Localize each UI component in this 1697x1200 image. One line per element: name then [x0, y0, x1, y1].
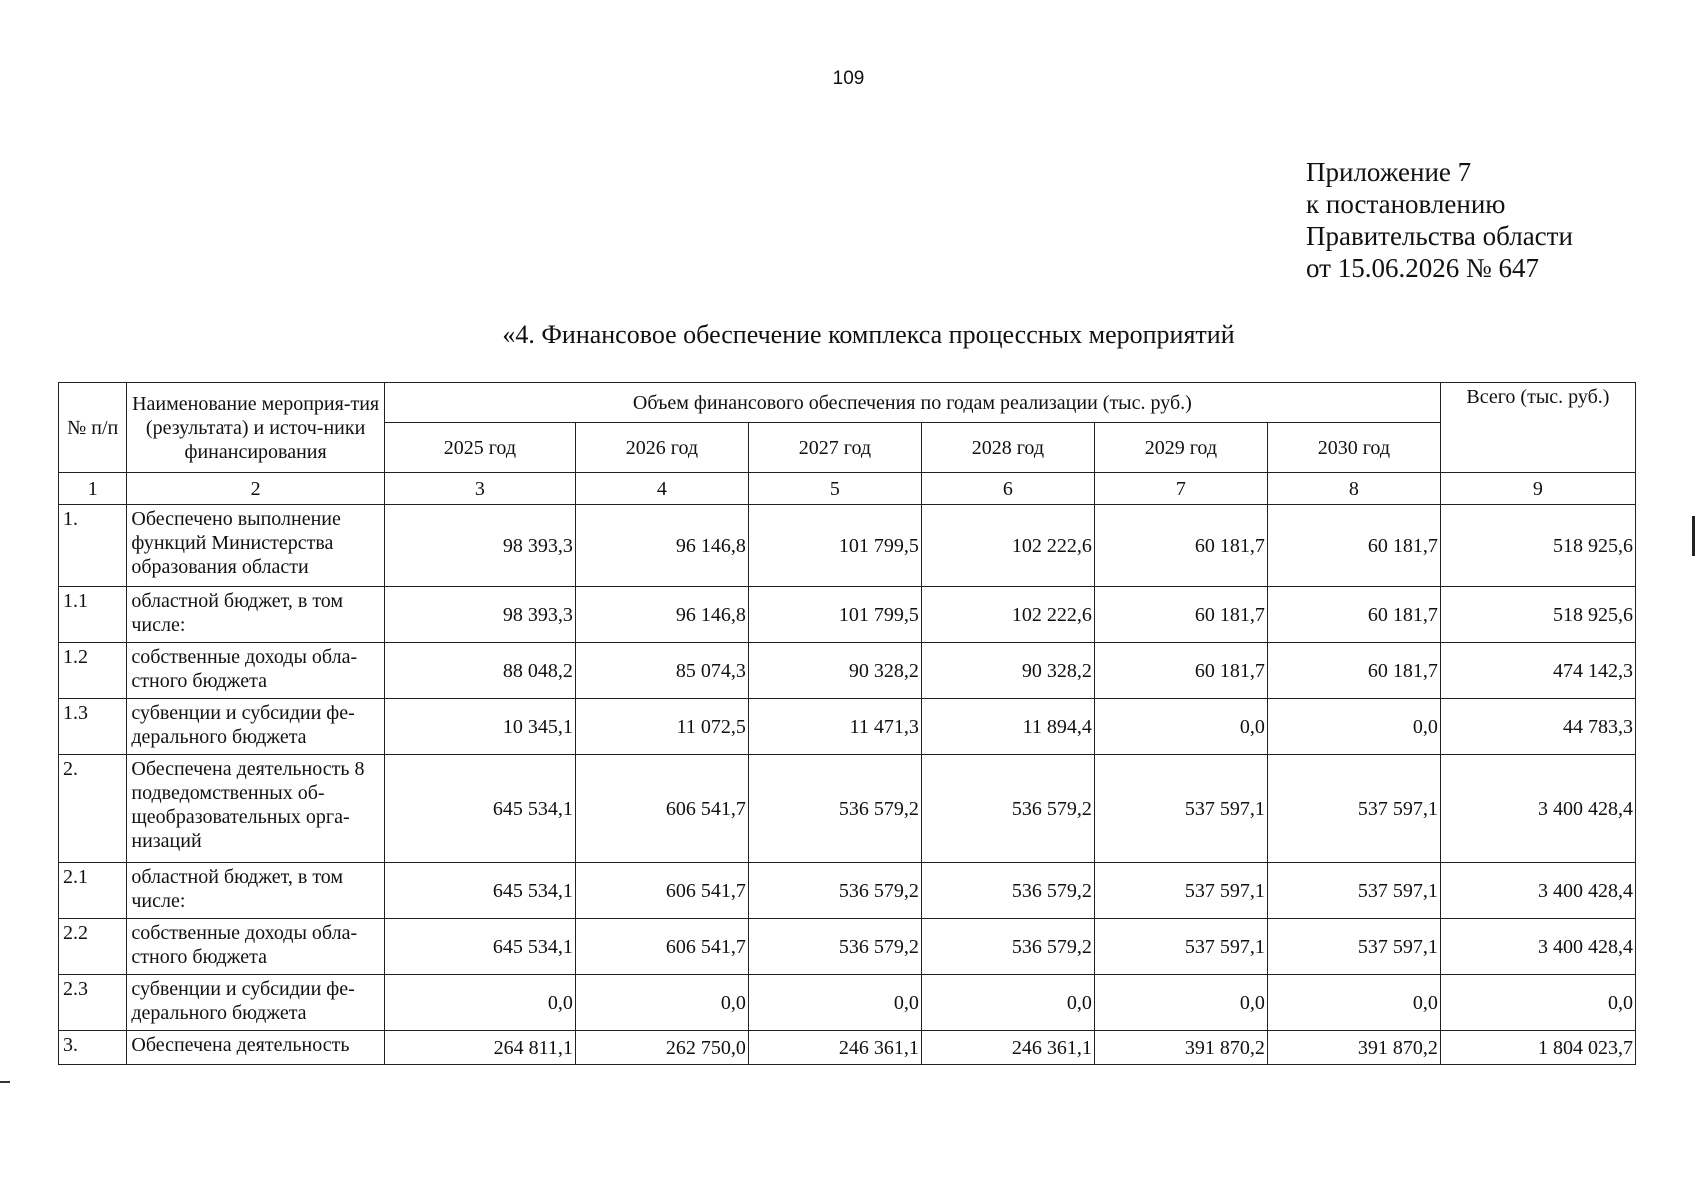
- row-year-value: 246 361,1: [921, 1031, 1094, 1065]
- row-year-value: 101 799,5: [748, 505, 921, 587]
- appendix-line: Правительства области: [1306, 221, 1573, 251]
- row-year-value: 0,0: [921, 975, 1094, 1031]
- row-year-value: 85 074,3: [575, 643, 748, 699]
- appendix-block: [1306, 156, 1573, 284]
- row-year-value: 60 181,7: [1094, 505, 1267, 587]
- table-row: [59, 587, 1636, 643]
- header-volume: Объем финансового обеспечения по годам реализации (тыс. руб.): [384, 383, 1440, 423]
- row-year-value: 98 393,3: [384, 587, 575, 643]
- row-year-value: 536 579,2: [748, 755, 921, 863]
- row-year-value: 60 181,7: [1267, 643, 1440, 699]
- row-year-value: 536 579,2: [921, 919, 1094, 975]
- header-year: 2027 год: [748, 423, 921, 473]
- row-total-value: 3 400 428,4: [1440, 755, 1635, 863]
- header-year: 2026 год: [575, 423, 748, 473]
- row-total-value: 518 925,6: [1440, 587, 1635, 643]
- appendix-line: к постановлению: [1306, 189, 1506, 219]
- row-total-value: 44 783,3: [1440, 699, 1635, 755]
- financing-table: [58, 382, 1636, 1065]
- row-number: 3.: [59, 1031, 127, 1065]
- header-year: 2030 год: [1267, 423, 1440, 473]
- table-row: [59, 975, 1636, 1031]
- header-total: Всего (тыс. руб.): [1440, 383, 1635, 473]
- table-row: [59, 919, 1636, 975]
- row-number: 2.3: [59, 975, 127, 1031]
- row-year-value: 98 393,3: [384, 505, 575, 587]
- row-total-value: 3 400 428,4: [1440, 863, 1635, 919]
- column-number: 1: [59, 473, 127, 505]
- column-number: 7: [1094, 473, 1267, 505]
- row-year-value: 0,0: [384, 975, 575, 1031]
- row-year-value: 264 811,1: [384, 1031, 575, 1065]
- table-row: [59, 643, 1636, 699]
- row-year-value: 101 799,5: [748, 587, 921, 643]
- row-year-value: 391 870,2: [1094, 1031, 1267, 1065]
- row-year-value: 246 361,1: [748, 1031, 921, 1065]
- row-year-value: 90 328,2: [748, 643, 921, 699]
- row-number: 1.2: [59, 643, 127, 699]
- row-total-value: 474 142,3: [1440, 643, 1635, 699]
- column-number: 2: [127, 473, 384, 505]
- column-number-row: [59, 473, 1636, 505]
- column-number: 8: [1267, 473, 1440, 505]
- row-name: субвенции и субсидии фе-дерального бюджета: [127, 975, 384, 1031]
- row-year-value: 262 750,0: [575, 1031, 748, 1065]
- row-year-value: 0,0: [748, 975, 921, 1031]
- row-number: 1.3: [59, 699, 127, 755]
- row-year-value: 0,0: [1094, 699, 1267, 755]
- row-year-value: 11 072,5: [575, 699, 748, 755]
- row-year-value: 60 181,7: [1267, 587, 1440, 643]
- row-name: Обеспечена деятельность 8 подведомственных об-щеобразовательных орга-низаций: [127, 755, 384, 863]
- column-number: 6: [921, 473, 1094, 505]
- appendix-line: Приложение 7: [1306, 157, 1472, 187]
- row-year-value: 537 597,1: [1267, 919, 1440, 975]
- header-year: 2025 год: [384, 423, 575, 473]
- row-year-value: 10 345,1: [384, 699, 575, 755]
- table-row: [59, 505, 1636, 587]
- row-year-value: 537 597,1: [1094, 919, 1267, 975]
- table-row: [59, 699, 1636, 755]
- row-name: собственные доходы обла-стного бюджета: [127, 919, 384, 975]
- header-year: 2029 год: [1094, 423, 1267, 473]
- row-year-value: 96 146,8: [575, 587, 748, 643]
- row-year-value: 606 541,7: [575, 755, 748, 863]
- row-year-value: 536 579,2: [748, 863, 921, 919]
- row-year-value: 645 534,1: [384, 755, 575, 863]
- table-body: [59, 473, 1636, 1065]
- header-name: Наименование мероприя-тия (результата) и источ-ники финансирования: [127, 383, 384, 473]
- row-name: Обеспечена деятельность: [127, 1031, 384, 1065]
- page-number: 109: [832, 68, 865, 89]
- column-number: 3: [384, 473, 575, 505]
- appendix-line: от 15.06.2026 № 647: [1306, 253, 1539, 283]
- row-year-value: 645 534,1: [384, 863, 575, 919]
- row-name: субвенции и субсидии фе-дерального бюджета: [127, 699, 384, 755]
- row-year-value: 537 597,1: [1267, 863, 1440, 919]
- row-year-value: 536 579,2: [921, 863, 1094, 919]
- column-number: 5: [748, 473, 921, 505]
- row-year-value: 536 579,2: [748, 919, 921, 975]
- header-year: 2028 год: [921, 423, 1094, 473]
- row-number: 1.1: [59, 587, 127, 643]
- row-total-value: 1 804 023,7: [1440, 1031, 1635, 1065]
- row-number: 2.2: [59, 919, 127, 975]
- row-year-value: 11 894,4: [921, 699, 1094, 755]
- row-year-value: 60 181,7: [1094, 587, 1267, 643]
- row-year-value: 537 597,1: [1267, 755, 1440, 863]
- row-year-value: 606 541,7: [575, 863, 748, 919]
- row-number: 2.: [59, 755, 127, 863]
- scan-edge-mark: [1692, 516, 1695, 556]
- row-number: 1.: [59, 505, 127, 587]
- row-name: областной бюджет, в том числе:: [127, 863, 384, 919]
- row-year-value: 60 181,7: [1267, 505, 1440, 587]
- document-title: «4. Финансовое обеспечение комплекса процессных мероприятий: [502, 320, 1235, 349]
- row-name: собственные доходы обла-стного бюджета: [127, 643, 384, 699]
- table-row: [59, 863, 1636, 919]
- column-number: 9: [1440, 473, 1635, 505]
- row-year-value: 11 471,3: [748, 699, 921, 755]
- row-year-value: 90 328,2: [921, 643, 1094, 699]
- row-year-value: 0,0: [1267, 699, 1440, 755]
- row-number: 2.1: [59, 863, 127, 919]
- row-total-value: 3 400 428,4: [1440, 919, 1635, 975]
- row-year-value: 0,0: [1094, 975, 1267, 1031]
- row-year-value: 537 597,1: [1094, 755, 1267, 863]
- row-year-value: 102 222,6: [921, 587, 1094, 643]
- row-year-value: 60 181,7: [1094, 643, 1267, 699]
- header-number: № п/п: [59, 383, 127, 473]
- row-year-value: 96 146,8: [575, 505, 748, 587]
- row-year-value: 88 048,2: [384, 643, 575, 699]
- row-year-value: 102 222,6: [921, 505, 1094, 587]
- row-year-value: 606 541,7: [575, 919, 748, 975]
- row-year-value: 537 597,1: [1094, 863, 1267, 919]
- row-total-value: 0,0: [1440, 975, 1635, 1031]
- row-year-value: 0,0: [575, 975, 748, 1031]
- row-name: областной бюджет, в том числе:: [127, 587, 384, 643]
- row-name: Обеспечено выполнение функций Министерства образования области: [127, 505, 384, 587]
- table-row: [59, 755, 1636, 863]
- table-row: [59, 1031, 1636, 1065]
- row-year-value: 0,0: [1267, 975, 1440, 1031]
- scan-edge-mark: [0, 1081, 10, 1083]
- row-year-value: 391 870,2: [1267, 1031, 1440, 1065]
- column-number: 4: [575, 473, 748, 505]
- row-year-value: 536 579,2: [921, 755, 1094, 863]
- row-total-value: 518 925,6: [1440, 505, 1635, 587]
- row-year-value: 645 534,1: [384, 919, 575, 975]
